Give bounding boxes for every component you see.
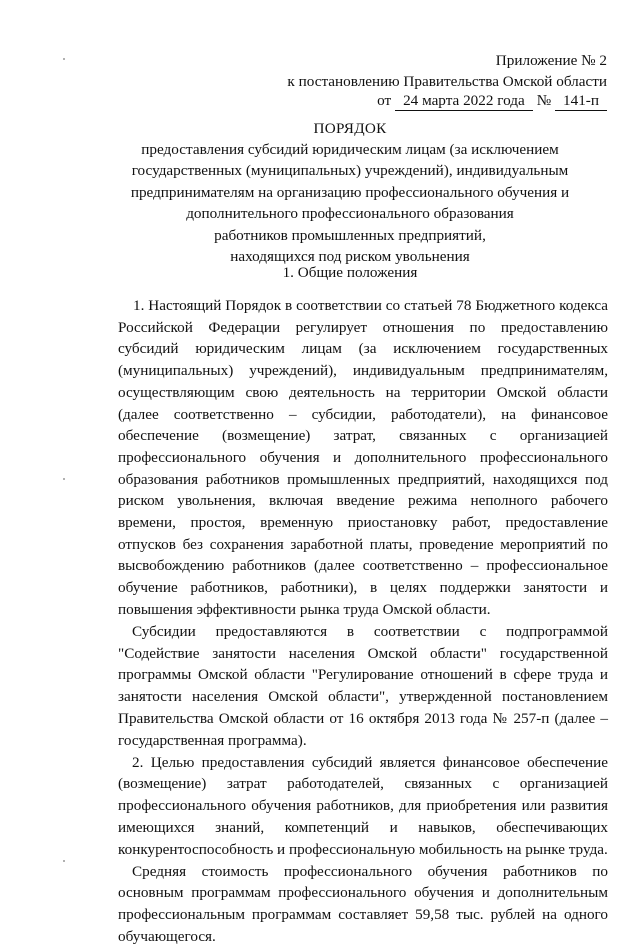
date-prefix: от — [377, 92, 392, 109]
subtitle-line: работников промышленных предприятий, — [214, 226, 486, 244]
decree-date-number — [377, 90, 607, 112]
decree-number: 141-п — [555, 92, 607, 111]
document-title: ПОРЯДОК — [313, 120, 387, 137]
number-prefix: № — [536, 92, 552, 109]
subtitle-line: дополнительного профессионального образования — [186, 205, 514, 223]
paragraph: Субсидии предоставляются в соответствии с подпрограммой "Содействие занятости населения Омской области" государственной программы Омской области "Регулирование отношений в сфере труда и занятости населения Омской области", утвержденной постановлением Правительства Омской области от 16 октября 2013 года № 257-п (далее – государственная программа). — [118, 623, 608, 749]
subtitle-line: находящихся под риском увольнения — [230, 248, 470, 266]
decree-date: 24 марта 2022 года — [395, 92, 533, 111]
scan-speck — [63, 478, 65, 480]
document-body — [118, 295, 608, 948]
scan-speck — [63, 58, 65, 60]
scan-speck — [63, 860, 65, 862]
document-subtitle — [0, 139, 640, 267]
subtitle-line: государственных (муниципальных) учреждений), индивидуальным — [131, 162, 569, 180]
appendix-label: Приложение № 2 — [495, 52, 607, 69]
paragraph: 2. Целью предоставления субсидий является финансовое обеспечение (возмещение) затрат работодателей, связанных с организацией профессионального обучения работников, для приобретения или развития имеющихся знаний, компетенций и навыков, обеспечивающих конкурентоспособность и профессиональную мобильность на рынке труда. — [118, 753, 608, 858]
decree-reference: к постановлению Правительства Омской области — [287, 73, 607, 90]
paragraph: Средняя стоимость профессионального обучения работников по основным программам профессионального обучения и дополнительным профессиональным программам составляет 59,58 тыс. рублей на одного обучающегося. — [118, 862, 608, 945]
subtitle-line: предпринимателям на организацию профессионального обучения и — [130, 183, 570, 201]
subtitle-line: предоставления субсидий юридическим лицам (за исключением — [141, 141, 559, 158]
paragraph: 1. Настоящий Порядок в соответствии со статьей 78 Бюджетного кодекса Российской Федерации регулирует отношения по предоставлению субсидий юридическим лицам (за исключением государственных (муниципальных) учреждений), индивидуальным предпринимателям, осуществляющим свою деятельность на территории Омской области (далее соответственно – субсидии, работодатели), на финансовое обеспечение (возмещение) затрат, связанных с организацией профессионального обучения и дополнительного профессионального образования работников промышленных предприятий, находящихся под риском увольнения, включая введение режима неполного рабочего времени, простоя, временную приостановку работ, предоставление отпусков без сохранения заработной платы, проведение мероприятий по высвобождению работников (далее соответственно – профессиональное обучение работников, работники), в целях поддержки занятости и повышения эффективности рынка труда Омской области. — [118, 297, 608, 618]
section-heading: 1. Общие положения — [282, 264, 418, 281]
